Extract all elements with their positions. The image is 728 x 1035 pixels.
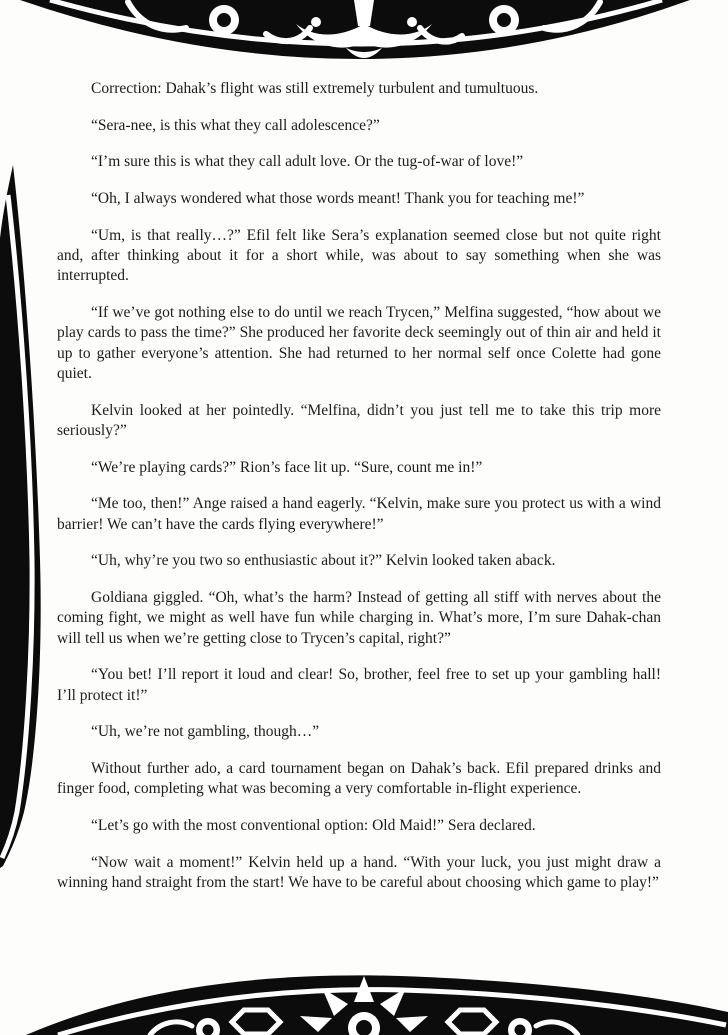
paragraph: “Um, is that really…?” Efil felt like Sera’s explanation seemed close but not quite right and, after thinking about it for a short while, was about to say something when she was interrupted. (57, 226, 661, 285)
top-border-ornament-icon (0, 0, 728, 72)
bottom-border-ornament-icon (0, 930, 728, 1035)
paragraph: Correction: Dahak’s flight was still extremely turbulent and tumultuous. (91, 80, 539, 97)
paragraph: “Uh, why’re you two so enthusiastic about it?” Kelvin looked taken aback. (91, 552, 556, 570)
paragraph: “If we’ve got nothing else to do until we reach Trycen,” Melfina suggested, “how about we play cards to pass the time?” She produced her favorite deck seemingly out of thin air and held it up to gather everyone’s attention. She had returned to her normal self once Colette had gone quiet. (57, 304, 661, 382)
paragraph: “Let’s go with the most conventional option: Old Maid!” Sera declared. (91, 816, 536, 834)
text-block (57, 79, 661, 910)
left-border-ornament-icon (0, 160, 60, 880)
paragraph: Kelvin looked at her pointedly. “Melfina, didn’t you just tell me to take this trip more seriously?” (57, 401, 661, 439)
paragraph: “Uh, we’re not gambling, though…” (91, 723, 320, 741)
paragraph: “I’m sure this is what they call adult love. Or the tug-of-war of love!” (91, 153, 524, 171)
paragraph: “We’re playing cards?” Rion’s face lit up. “Sure, count me in!” (91, 458, 483, 476)
paragraph: “Me too, then!” Ange raised a hand eagerly. “Kelvin, make sure you protect us with a wind barrier! We can’t have the cards flying everywhere!” (57, 495, 661, 533)
paragraph: Without further ado, a card tournament began on Dahak’s back. Efil prepared drinks and finger food, completing what was becoming a very comfortable in-flight experience. (57, 759, 661, 798)
paragraph: “You bet! I’ll report it loud and clear! So, brother, feel free to set up your gambling hall! I’ll protect it!” (57, 666, 661, 704)
paragraph: Goldiana giggled. “Oh, what’s the harm? Instead of getting all stiff with nerves about the coming fight, we might as well have fun while charging in. What’s more, I’m sure Dahak-chan will tell us when we’re getting close to Trycen’s capital, right?” (57, 588, 661, 647)
paragraph: “Now wait a moment!” Kelvin held up a hand. “With your luck, you just might draw a winning hand straight from the start! We have to be careful about choosing which game to play!” (57, 853, 661, 891)
paragraph: “Oh, I always wondered what those words meant! Thank you for teaching me!” (91, 190, 585, 208)
paragraph: “Sera-nee, is this what they call adolescence?” (91, 116, 380, 134)
